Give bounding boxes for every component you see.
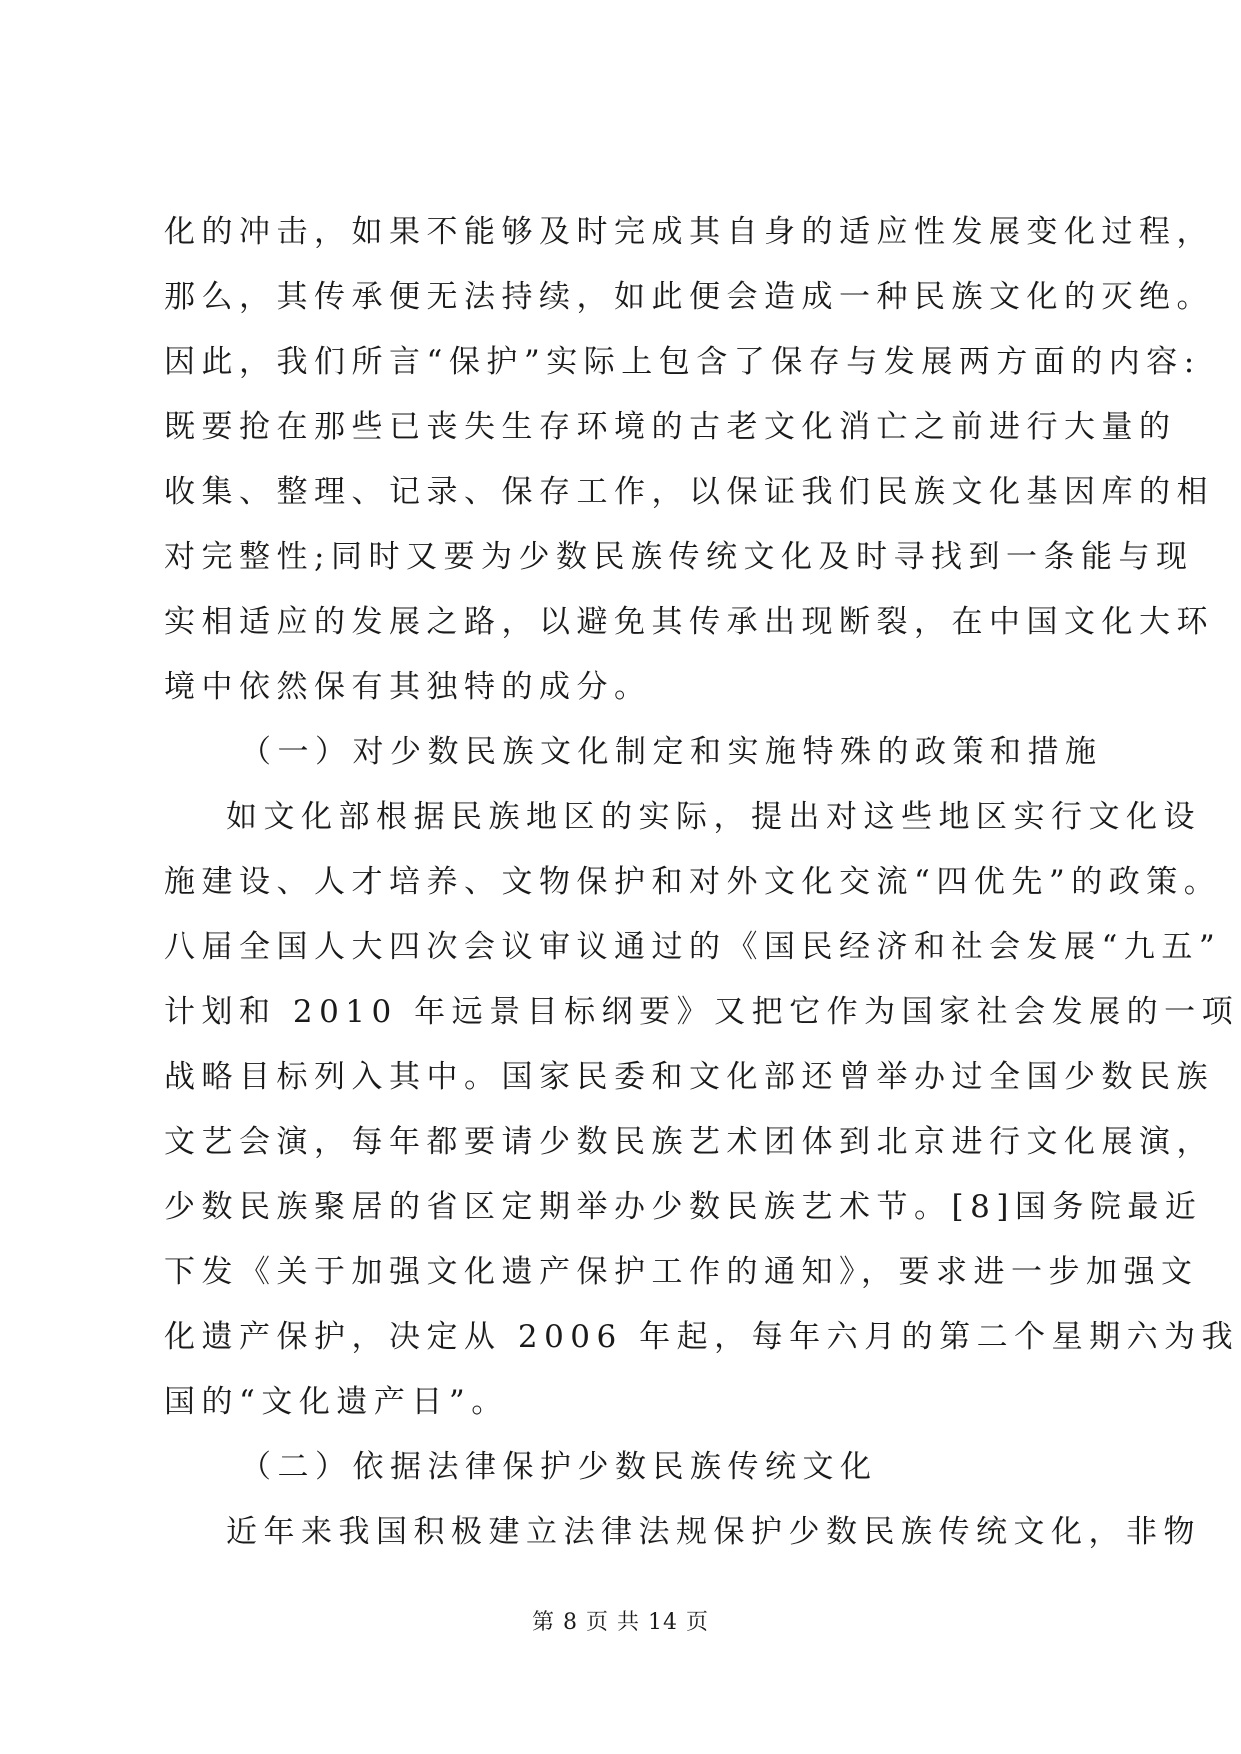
text-line: 实相适应的发展之路，以避免其传承出现断裂，在中国文化大环 [164, 604, 1214, 640]
page-number-footer: 第 8 页 共 14 页 [532, 1610, 709, 1635]
text-line: 对完整性;同时又要为少数民族传统文化及时寻找到一条能与现 [164, 539, 1194, 575]
text-line: 计划和 2010 年远景目标纲要》又把它作为国家社会发展的一项 [164, 994, 1240, 1030]
section-heading-1: （一）对少数民族文化制定和实施特殊的政策和措施 [240, 734, 1103, 770]
text-line: 文艺会演，每年都要请少数民族艺术团体到北京进行文化展演， [164, 1124, 1214, 1160]
text-line: 因此，我们所言“保护”实际上包含了保存与发展两方面的内容: [164, 344, 1201, 380]
text-line: 少数民族聚居的省区定期举办少数民族艺术节。[8]国务院最近 [164, 1189, 1203, 1225]
paragraph-1 [164, 200, 1214, 720]
document-body [164, 200, 1240, 1565]
text-line: 下发《关于加强文化遗产保护工作的通知》，要求进一步加强文 [164, 1254, 1199, 1290]
section-heading-2: （二）依据法律保护少数民族传统文化 [240, 1449, 878, 1485]
text-line: 那么，其传承便无法持续，如此便会造成一种民族文化的灭绝。 [164, 279, 1214, 315]
paragraph-2 [164, 785, 1240, 1435]
text-line: 近年来我国积极建立法律法规保护少数民族传统文化，非物 [226, 1514, 1201, 1550]
text-line: 境中依然保有其独特的成分。 [164, 669, 652, 705]
text-line: 化的冲击，如果不能够及时完成其自身的适应性发展变化过程， [164, 214, 1214, 250]
text-line: 八届全国人大四次会议审议通过的《国民经济和社会发展“九五” [164, 929, 1222, 965]
paragraph-3 [164, 1500, 1201, 1565]
text-line: 国的“文化遗产日”。 [164, 1384, 509, 1420]
text-line: 收集、整理、记录、保存工作，以保证我们民族文化基因库的相 [164, 474, 1214, 510]
text-line: 战略目标列入其中。国家民委和文化部还曾举办过全国少数民族 [164, 1059, 1214, 1095]
text-line: 如文化部根据民族地区的实际，提出对这些地区实行文化设 [226, 799, 1201, 835]
text-line: 既要抢在那些已丧失生存环境的古老文化消亡之前进行大量的 [164, 409, 1177, 445]
text-line: 施建设、人才培养、文物保护和对外文化交流“四优先”的政策。 [164, 864, 1222, 900]
text-line: 化遗产保护，决定从 2006 年起，每年六月的第二个星期六为我 [164, 1319, 1240, 1355]
